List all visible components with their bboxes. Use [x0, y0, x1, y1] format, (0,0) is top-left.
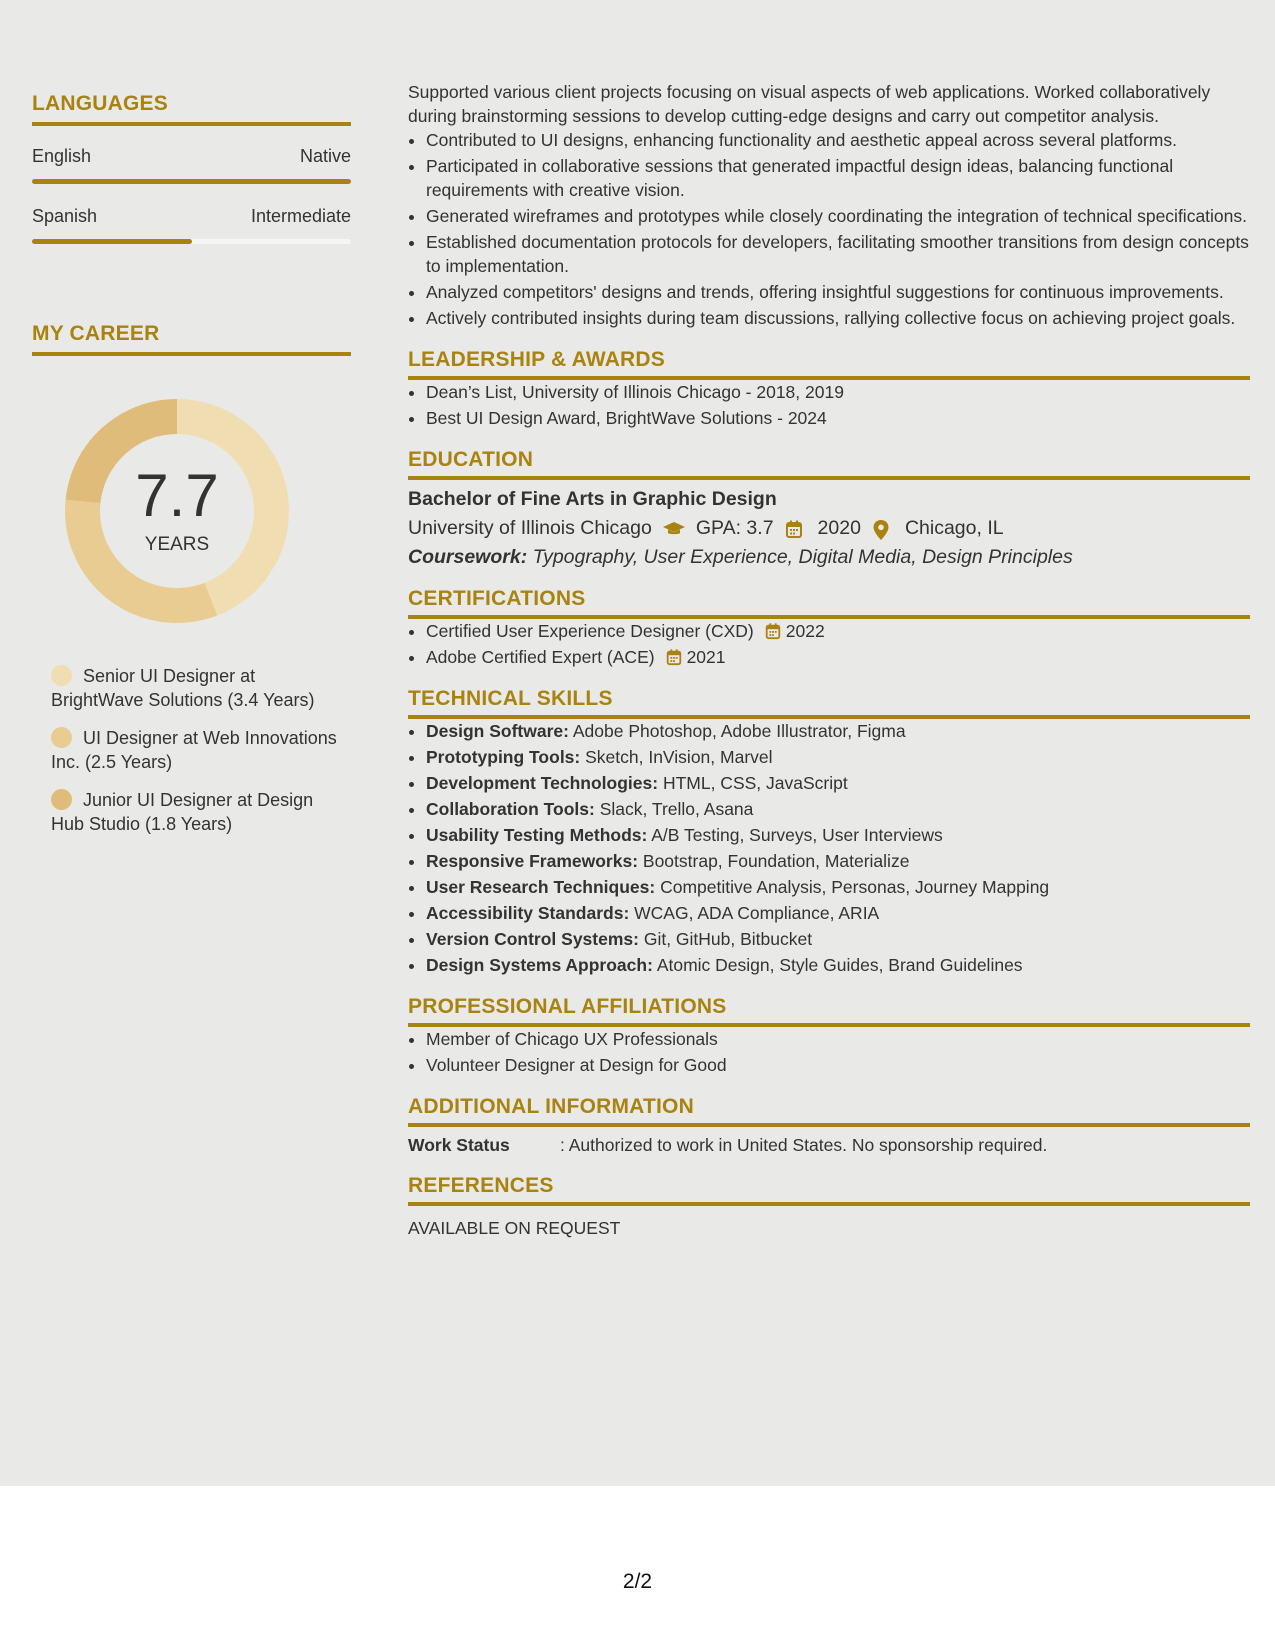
career-section	[32, 322, 351, 836]
skill-label: Version Control Systems:	[426, 929, 639, 949]
affiliations-list	[408, 1027, 1250, 1077]
skill-value: Competitive Analysis, Personas, Journey Mapping	[655, 877, 1050, 897]
skill-item	[426, 797, 1250, 821]
language-bar-fill	[32, 239, 192, 244]
skill-item	[426, 719, 1250, 743]
education-year: 2020	[817, 517, 861, 539]
skill-value: Sketch, InVision, Marvel	[580, 747, 773, 767]
left-column	[32, 92, 351, 850]
skill-item	[426, 745, 1250, 769]
career-legend-item	[51, 726, 351, 774]
skill-label: User Research Techniques:	[426, 877, 656, 897]
education-degree: Bachelor of Fine Arts in Graphic Design	[408, 488, 777, 510]
skill-item	[426, 771, 1250, 795]
skill-value: Slack, Trello, Asana	[594, 799, 754, 819]
skill-value: Atomic Design, Style Guides, Brand Guidelines	[652, 955, 1023, 975]
language-name: English	[32, 146, 92, 166]
language-bar	[32, 179, 351, 184]
education-location: Chicago, IL	[904, 517, 1004, 539]
skill-value: WCAG, ADA Compliance, ARIA	[629, 903, 880, 923]
career-legend-label: UI Designer at Web Innovations Inc. (2.5 Years)	[51, 728, 337, 772]
skill-label: Collaboration Tools:	[426, 799, 595, 819]
certification-year: 2022	[785, 621, 825, 641]
career-donut-chart	[62, 396, 292, 626]
experience-bullet: • Generated wireframes and prototypes while closely coordinating the integration of technical specifications.	[426, 204, 1250, 228]
career-years-unit: YEARS	[144, 534, 210, 555]
skill-label: Responsive Frameworks:	[426, 851, 639, 871]
certification-year: 2021	[686, 647, 726, 667]
career-heading: MY CAREER	[32, 322, 351, 356]
leadership-heading: LEADERSHIP & AWARDS	[408, 348, 1250, 380]
skill-label: Prototyping Tools:	[426, 747, 581, 767]
skill-label: Accessibility Standards:	[426, 903, 630, 923]
legend-dot	[51, 789, 72, 810]
calendar-icon	[764, 622, 782, 640]
work-status-label: Work Status	[408, 1135, 510, 1155]
map-pin-icon	[871, 519, 895, 539]
calendar-icon	[784, 519, 808, 539]
experience-bullets	[408, 128, 1250, 330]
calendar-icon	[665, 648, 683, 666]
certification-name: Certified User Experience Designer (CXD)	[426, 621, 754, 641]
experience-summary: Supported various client projects focusing on visual aspects of web applications. Worked collaboratively during brainstorming sessions to develop cutting-edge designs and carry out competitor analysis.	[408, 82, 1211, 126]
education-heading: EDUCATION	[408, 448, 1250, 480]
experience-bullet: • Participated in collaborative sessions that generated impactful design ideas, balancing functional requirements with creative vision.	[426, 154, 1250, 202]
skill-label: Development Technologies:	[426, 773, 659, 793]
career-legend	[51, 664, 351, 836]
coursework-list: Typography, User Experience, Digital Media, Design Principles	[527, 546, 1073, 568]
language-bar	[32, 239, 351, 244]
career-legend-item	[51, 664, 351, 712]
page-number: 2/2	[622, 1570, 653, 1593]
work-status	[408, 1135, 1250, 1156]
skill-label: Design Systems Approach:	[426, 955, 653, 975]
certification-item	[426, 619, 1250, 643]
career-legend-label: Junior UI Designer at Design Hub Studio (1.8 Years)	[51, 790, 314, 834]
leadership-list	[408, 380, 1250, 430]
affiliations-heading: PROFESSIONAL AFFILIATIONS	[408, 995, 1250, 1027]
skill-value: A/B Testing, Surveys, User Interviews	[647, 825, 943, 845]
certifications-heading: CERTIFICATIONS	[408, 587, 1250, 619]
language-item	[32, 146, 351, 184]
references-heading: REFERENCES	[408, 1174, 1250, 1206]
additional-heading: ADDITIONAL INFORMATION	[408, 1095, 1250, 1127]
graduation-cap-icon	[662, 519, 686, 539]
affiliation-item: • Volunteer Designer at Design for Good	[426, 1053, 1250, 1077]
skill-label: Design Software:	[426, 721, 569, 741]
language-level: Native	[299, 146, 351, 166]
career-total-years: 7.7	[135, 462, 219, 529]
experience-bullet: • Analyzed competitors' designs and trends, offering insightful suggestions for continuous improvements.	[426, 280, 1250, 304]
language-item	[32, 206, 351, 244]
experience-bullet: • Contributed to UI designs, enhancing functionality and aesthetic appeal across several platforms.	[426, 128, 1250, 152]
language-name: Spanish	[32, 206, 98, 226]
experience-bullet: • Actively contributed insights during team discussions, rallying collective focus on achieving project goals.	[426, 306, 1250, 330]
references-text: AVAILABLE ON REQUEST	[408, 1218, 621, 1238]
coursework-label: Coursework:	[408, 546, 528, 568]
leadership-item: • Best UI Design Award, BrightWave Solutions - 2024	[426, 406, 1250, 430]
skill-item	[426, 901, 1250, 925]
legend-dot	[51, 727, 72, 748]
languages-heading: LANGUAGES	[32, 92, 351, 126]
skill-item	[426, 849, 1250, 873]
certification-name: Adobe Certified Expert (ACE)	[426, 647, 655, 667]
skill-item	[426, 823, 1250, 847]
education-school: University of Illinois Chicago	[408, 517, 652, 539]
skills-heading: TECHNICAL SKILLS	[408, 687, 1250, 719]
education-details	[408, 517, 1250, 540]
leadership-item: • Dean’s List, University of Illinois Chicago - 2018, 2019	[426, 380, 1250, 404]
work-status-value: : Authorized to work in United States. No sponsorship required.	[560, 1135, 1048, 1155]
skill-item	[426, 953, 1250, 977]
certifications-list	[408, 619, 1250, 669]
skill-item	[426, 927, 1250, 951]
language-level: Intermediate	[250, 206, 351, 226]
certification-item	[426, 645, 1250, 669]
skills-list	[408, 719, 1250, 977]
experience-bullet: • Established documentation protocols for developers, facilitating smoother transitions from design concepts to implementation.	[426, 230, 1250, 278]
skill-value: Bootstrap, Foundation, Materialize	[638, 851, 910, 871]
skill-value: Git, GitHub, Bitbucket	[638, 929, 813, 949]
skill-value: HTML, CSS, JavaScript	[658, 773, 848, 793]
career-legend-item	[51, 788, 351, 836]
skill-item	[426, 875, 1250, 899]
legend-dot	[51, 665, 72, 686]
language-bar-fill	[32, 179, 351, 184]
affiliation-item: • Member of Chicago UX Professionals	[426, 1027, 1250, 1051]
career-legend-label: Senior UI Designer at BrightWave Solutions (3.4 Years)	[51, 666, 315, 710]
education-gpa: GPA: 3.7	[695, 517, 774, 539]
education-coursework	[408, 546, 1250, 569]
skill-value: Adobe Photoshop, Adobe Illustrator, Figma	[568, 721, 906, 741]
right-column	[408, 80, 1250, 1239]
skill-label: Usability Testing Methods:	[426, 825, 648, 845]
